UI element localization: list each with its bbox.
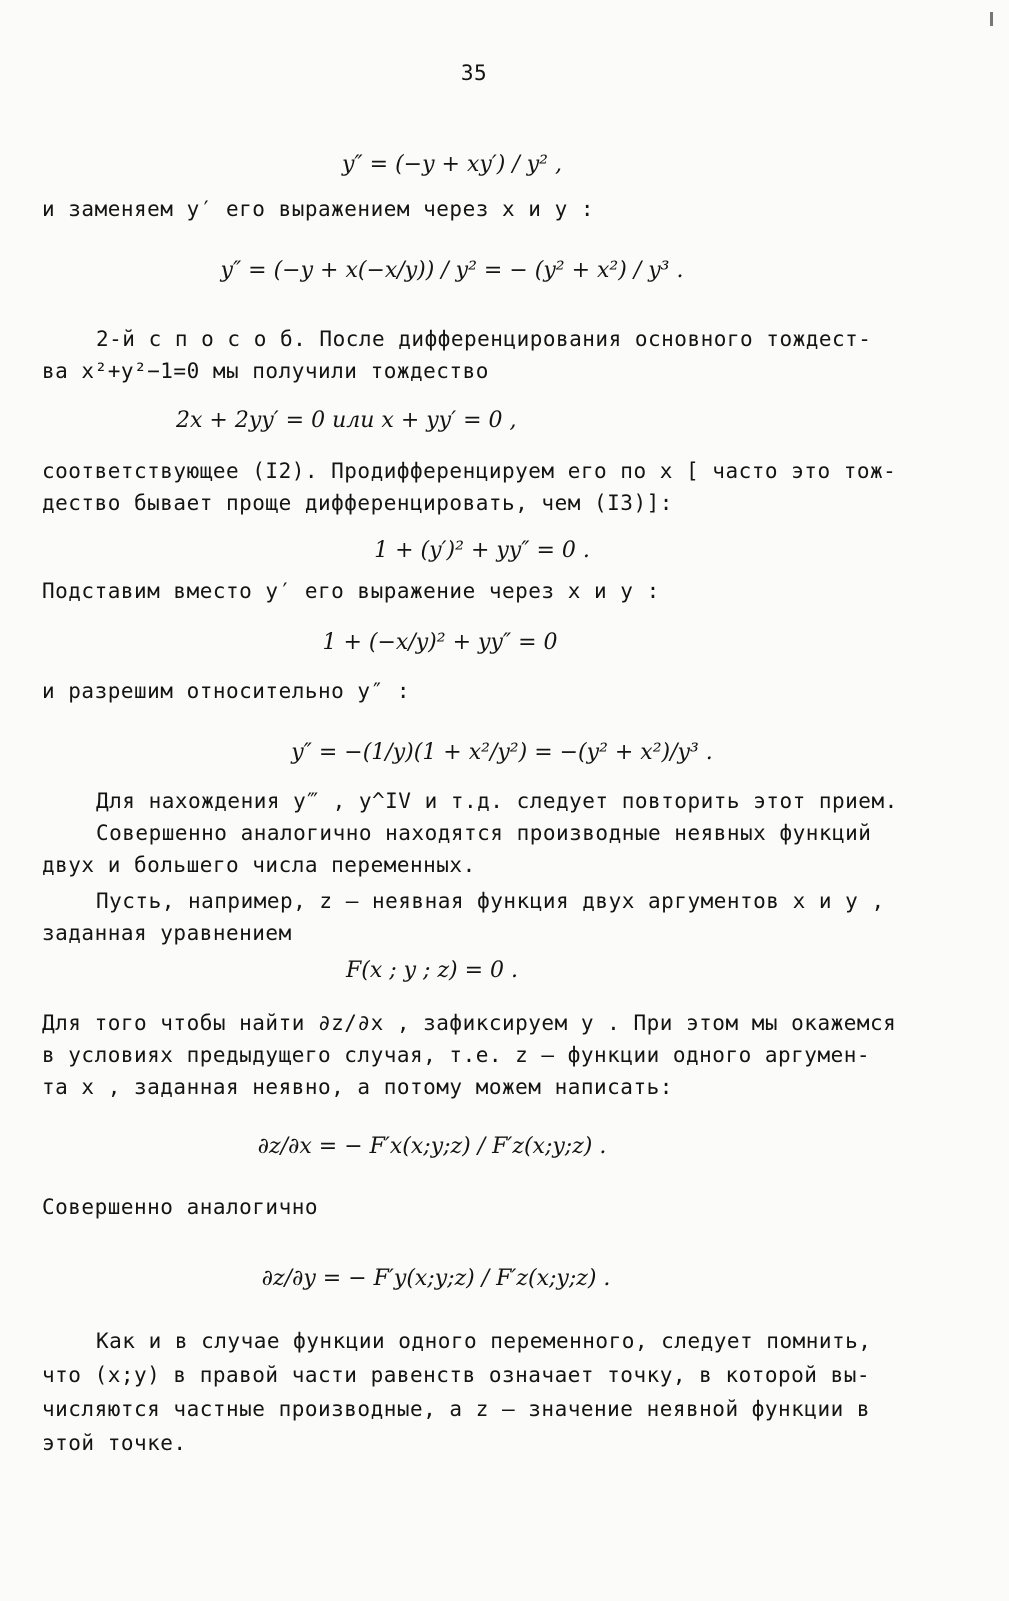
text-line-03: ва x²+y²−1=0 мы получили тождество <box>42 359 489 383</box>
text-line-17: Как и в случае функции одного переменного, следует помнить, <box>96 1329 872 1353</box>
text-line-20: этой точке. <box>42 1431 187 1455</box>
text-line-05: дество бывает проще дифференцировать, чем (I3)]: <box>42 491 673 515</box>
text-line-04: соответствующее (I2). Продифференцируем его по x [ часто это тож- <box>42 459 897 483</box>
formula-f09: ∂z/∂y = − F′y(x;y;z) / F′z(x;y;z) . <box>261 1266 611 1291</box>
text-line-19: числяются частные производные, а z – значение неявной функции в <box>42 1397 871 1421</box>
text-line-02: 2-й с п о с о б. После дифференцирования основного тождест- <box>96 327 872 351</box>
text-line-16: Совершенно аналогично <box>42 1195 319 1219</box>
formula-f06: y″ = −(1/y)(1 + x²/y²) = −(y² + x²)/y³ . <box>291 740 713 765</box>
scan-mark <box>990 12 993 26</box>
text-line-11: Пусть, например, z – неявная функция двух аргументов x и y , <box>96 889 885 913</box>
text-line-10: двух и большего числа переменных. <box>42 853 476 877</box>
formula-f05: 1 + (−x/y)² + yy″ = 0 <box>322 630 558 655</box>
formula-f04: 1 + (y′)² + yy″ = 0 . <box>374 538 590 563</box>
formula-f08: ∂z/∂x = − F′x(x;y;z) / F′z(x;y;z) . <box>257 1134 607 1159</box>
text-line-13: Для того чтобы найти ∂z/∂x , зафиксируем y . При этом мы окажемся <box>42 1011 897 1035</box>
text-line-01: и заменяем y′ его выражением через x и y : <box>42 197 595 221</box>
formula-f03: 2x + 2yy′ = 0 или x + yy′ = 0 , <box>176 408 517 433</box>
formula-f07: F(x ; y ; z) = 0 . <box>345 958 519 983</box>
text-line-15: та x , заданная неявно, а потому можем написать: <box>42 1075 673 1099</box>
text-line-12: заданная уравнением <box>42 921 292 945</box>
text-line-14: в условиях предыдущего случая, т.е. z – функции одного аргумен- <box>42 1043 871 1067</box>
text-line-06: Подставим вместо y′ его выражение через x и y : <box>42 579 660 603</box>
formula-f02: y″ = (−y + x(−x/y)) / y² = − (y² + x²) / y³ . <box>220 258 684 283</box>
text-line-09: Совершенно аналогично находятся производные неявных функций <box>96 821 872 845</box>
text-line-07: и разрешим относительно y″ : <box>42 679 411 703</box>
page-number: 35 <box>460 61 488 85</box>
text-line-18: что (x;y) в правой части равенств означает точку, в которой вы- <box>42 1363 871 1387</box>
text-line-08: Для нахождения y‴ , y^IV и т.д. следует повторить этот прием. <box>96 789 898 813</box>
formula-f01: y″ = (−y + xy′) / y² , <box>342 152 562 177</box>
